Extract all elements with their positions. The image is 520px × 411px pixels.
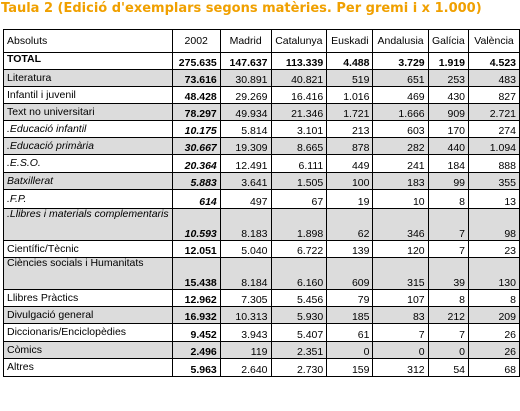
cell-value: 8 [428,290,468,307]
cell-value: 651 [373,70,428,87]
cell-value: 19 [327,190,373,209]
cell-value: 0 [327,342,373,359]
cell-value: 120 [373,241,428,258]
cell-value: 16.932 [172,307,220,324]
cell-value: 1.094 [469,138,520,155]
cell-value: 212 [428,307,468,324]
cell-value: 355 [469,173,520,190]
row-label: .Llibres i materials complementaris [4,209,173,241]
row-label: .F.P. [4,190,173,209]
cell-value: 23 [469,241,520,258]
cell-value: 312 [373,359,428,377]
cell-value: 3.729 [373,53,428,70]
cell-value: 54 [428,359,468,377]
cell-value: 827 [469,87,520,104]
cell-value: 5.930 [271,307,327,324]
row-label: Literatura [4,70,173,87]
cell-value: 107 [373,290,428,307]
cell-value: 29.269 [220,87,271,104]
row-label: Còmics [4,342,173,359]
cell-value: 159 [327,359,373,377]
table-row [4,324,520,342]
cell-value: 7.305 [220,290,271,307]
column-header: Absoluts [4,30,173,53]
cell-value: 20.364 [172,155,220,173]
cell-value: 12.962 [172,290,220,307]
cell-value: 8 [428,190,468,209]
table-row [4,104,520,121]
cell-value: 170 [428,121,468,138]
column-header: Andalusia [373,30,428,53]
cell-value: 603 [373,121,428,138]
cell-value: 7 [428,324,468,342]
cell-value: 26 [469,342,520,359]
cell-value: 253 [428,70,468,87]
cell-value: 8 [469,290,520,307]
cell-value: 48.428 [172,87,220,104]
cell-value: 1.016 [327,87,373,104]
row-label: .Educació primària [4,138,173,155]
column-header: Euskadi [327,30,373,53]
table-row [4,307,520,324]
cell-value: 2.721 [469,104,520,121]
cell-value: 213 [327,121,373,138]
table-row [4,173,520,190]
cell-value: 7 [373,324,428,342]
row-label: Infantil i juvenil [4,87,173,104]
row-label: Ciències socials i Humanitats [4,258,173,290]
cell-value: 139 [327,241,373,258]
cell-value: 2.730 [271,359,327,377]
cell-value: 184 [428,155,468,173]
cell-value: 0 [373,342,428,359]
cell-value: 8.183 [220,209,271,241]
cell-value: 909 [428,104,468,121]
cell-value: 3.101 [271,121,327,138]
cell-value: 113.339 [271,53,327,70]
cell-value: 39 [428,258,468,290]
cell-value: 430 [428,87,468,104]
cell-value: 62 [327,209,373,241]
cell-value: 1.721 [327,104,373,121]
table-title: Taula 2 (Edició d'exemplars segons matèries. Per gremi i x 1.000) [1,1,482,16]
cell-value: 5.456 [271,290,327,307]
cell-value: 67 [271,190,327,209]
total-row [4,53,520,70]
cell-value: 21.346 [271,104,327,121]
cell-value: 61 [327,324,373,342]
cell-value: 1.919 [428,53,468,70]
column-header: 2002 [172,30,220,53]
cell-value: 0 [428,342,468,359]
table-row [4,190,520,209]
cell-value: 440 [428,138,468,155]
cell-value: 73.616 [172,70,220,87]
row-label: Científic/Tècnic [4,241,173,258]
cell-value: 1.666 [373,104,428,121]
cell-value: 7 [428,209,468,241]
cell-value: 5.040 [220,241,271,258]
row-label: TOTAL [4,53,173,70]
table-row [4,290,520,307]
cell-value: 40.821 [271,70,327,87]
cell-value: 185 [327,307,373,324]
cell-value: 79 [327,290,373,307]
cell-value: 4.488 [327,53,373,70]
row-label: .Educació infantil [4,121,173,138]
cell-value: 183 [373,173,428,190]
cell-value: 3.641 [220,173,271,190]
cell-value: 5.407 [271,324,327,342]
cell-value: 609 [327,258,373,290]
cell-value: 10.313 [220,307,271,324]
cell-value: 12.491 [220,155,271,173]
cell-value: 5.814 [220,121,271,138]
column-header: Galícia [428,30,468,53]
cell-value: 147.637 [220,53,271,70]
cell-value: 130 [469,258,520,290]
cell-value: 8.665 [271,138,327,155]
column-header: Madrid [220,30,271,53]
data-table [3,29,520,377]
cell-value: 6.111 [271,155,327,173]
cell-value: 5.883 [172,173,220,190]
cell-value: 15.438 [172,258,220,290]
cell-value: 9.452 [172,324,220,342]
cell-value: 30.891 [220,70,271,87]
table-row [4,70,520,87]
table-row [4,87,520,104]
cell-value: 119 [220,342,271,359]
cell-value: 100 [327,173,373,190]
table-row [4,258,520,290]
cell-value: 7 [428,241,468,258]
row-label: Text no universitari [4,104,173,121]
cell-value: 10 [373,190,428,209]
cell-value: 99 [428,173,468,190]
column-header: Catalunya [271,30,327,53]
cell-value: 10.593 [172,209,220,241]
cell-value: 30.667 [172,138,220,155]
cell-value: 209 [469,307,520,324]
cell-value: 3.943 [220,324,271,342]
table-row [4,155,520,173]
cell-value: 12.051 [172,241,220,258]
table-body [4,30,520,377]
cell-value: 483 [469,70,520,87]
cell-value: 19.309 [220,138,271,155]
table-row [4,138,520,155]
cell-value: 4.523 [469,53,520,70]
column-header: València [469,30,520,53]
row-label: Batxillerat [4,173,173,190]
cell-value: 26 [469,324,520,342]
cell-value: 449 [327,155,373,173]
cell-value: 2.496 [172,342,220,359]
table-row [4,359,520,377]
cell-value: 878 [327,138,373,155]
table-row [4,342,520,359]
cell-value: 10.175 [172,121,220,138]
cell-value: 241 [373,155,428,173]
cell-value: 2.640 [220,359,271,377]
cell-value: 5.963 [172,359,220,377]
cell-value: 469 [373,87,428,104]
row-label: Diccionaris/Enciclopèdies [4,324,173,342]
cell-value: 346 [373,209,428,241]
cell-value: 315 [373,258,428,290]
cell-value: 497 [220,190,271,209]
cell-value: 282 [373,138,428,155]
cell-value: 78.297 [172,104,220,121]
row-label: Divulgació general [4,307,173,324]
cell-value: 2.351 [271,342,327,359]
table-row [4,209,520,241]
table-row [4,121,520,138]
cell-value: 888 [469,155,520,173]
cell-value: 6.160 [271,258,327,290]
row-label: .E.S.O. [4,155,173,173]
cell-value: 83 [373,307,428,324]
cell-value: 1.505 [271,173,327,190]
row-label: Altres [4,359,173,377]
cell-value: 274 [469,121,520,138]
cell-value: 16.416 [271,87,327,104]
cell-value: 98 [469,209,520,241]
table-row [4,241,520,258]
cell-value: 68 [469,359,520,377]
cell-value: 275.635 [172,53,220,70]
cell-value: 519 [327,70,373,87]
cell-value: 49.934 [220,104,271,121]
cell-value: 8.184 [220,258,271,290]
cell-value: 1.898 [271,209,327,241]
cell-value: 614 [172,190,220,209]
cell-value: 13 [469,190,520,209]
cell-value: 6.722 [271,241,327,258]
header-row [4,30,520,53]
row-label: Llibres Pràctics [4,290,173,307]
